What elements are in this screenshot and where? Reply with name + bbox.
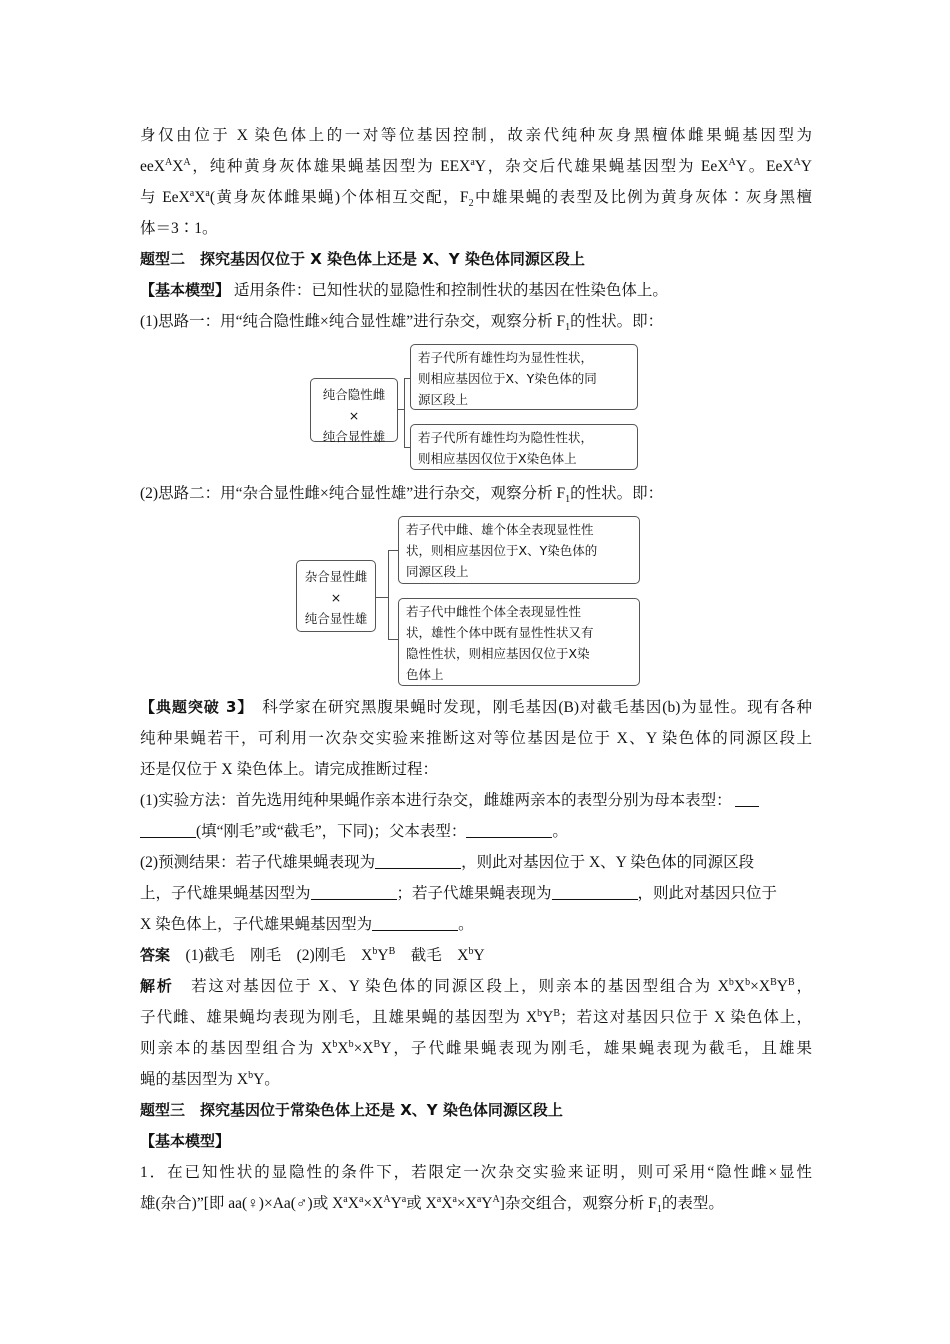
analysis-section [140,971,812,1095]
analysis-line-4: 蝇的基因型为 $X^bY$。 [140,1069,280,1088]
question2-line-1: (2)预测结果：若子代雄果蝇表现为 ，则此对基因位于 X、Y 染色体的同源区段 [140,847,812,878]
answer-blank[interactable] [552,881,638,900]
answer-section [140,940,812,971]
answer-blank[interactable] [735,788,759,807]
type3-title: 题型三 探究基因位于常染色体上还是 X、Y 染色体同源区段上 [140,1101,563,1119]
type2-model-line: 【基本模型】 适用条件：已知性状的显隐性和控制性状的基因在性染色体上。 [140,281,668,299]
idea2-section [140,478,812,509]
type3-section [140,1095,812,1219]
analysis-line-2: 子代雌、雄果蝇均表现为刚毛，且雄果蝇的基因型为 $X^bY^B$；若这对基因只位于 X 染色体上， [140,1007,812,1026]
diagram2-left-box: 杂合显性雌 × 纯合显性雄 [296,560,376,632]
diagram1-connector [404,378,405,448]
intro-line-1: 身仅由位于 X 染色体上的一对等位基因控制，故亲代纯种灰身黑檀体雌果蝇基因型为 [140,127,812,144]
diagram2-connector [388,550,398,551]
answer-blank[interactable] [140,819,196,838]
analysis-tag: 解析 [140,977,174,995]
diagram2-connector [376,597,388,598]
intro-line-2: $eeX^AX^A$，纯种黄身灰体雄果蝇基因型为 EEX$^a$Y，杂交后代雄果蝇基因型为 EeX$^A$Y。EeX$^A$Y [140,156,812,175]
model-tag: 【基本模型】 [140,281,231,299]
diagram1-top-box: 若子代所有雄性均为显性性状， 则相应基因位于X、Y染色体的同 源区段上 [410,344,638,410]
example3-line-3: 还是仅位于 X 染色体上。请完成推断过程： [140,761,438,778]
question2-line-2: 上，子代雄果蝇基因型为 ；若子代雄果蝇表现为 ，则此对基因只位于 [140,878,812,909]
answer-blank[interactable] [372,912,458,931]
intro-line-4: 体＝3∶1。 [140,220,218,237]
intro-paragraph [140,120,812,244]
idea1-line: (1)思路一：用“纯合隐性雌×纯合显性雄”进行杂交，观察分析 $F_1$的性状。即： [140,313,664,334]
analysis-line-1: 解析 若这对基因位于 X、Y 染色体的同源区段上，则亲本的基因型组合为 $X^bX^b\times X^BY^B$， [140,976,812,995]
diagram1-left-box: 纯合隐性雌 × 纯合显性雄 [310,378,398,442]
type2-section [140,244,812,337]
diagram1-bottom-box: 若子代所有雄性均为隐性性状， 则相应基因仅位于X染色体上 [410,424,638,470]
question1-line-2: (填“刚毛”或“截毛”，下同)；父本表型： 。 [140,816,812,847]
type2-title: 题型二 探究基因仅位于 X 染色体上还是 X、Y 染色体同源区段上 [140,250,585,268]
idea2-line: (2)思路二：用“杂合显性雌×纯合显性雄”进行杂交，观察分析 $F_1$的性状。即： [140,485,664,506]
example3-line-2: 纯种果蝇若干，可利用一次杂交实验来推断这对等位基因是位于 X、Y 染色体的同源区段上 [140,730,812,747]
answer-blank[interactable] [375,850,461,869]
answer-blank[interactable] [311,881,397,900]
answer-line: 答案 (1)截毛 刚毛 (2)刚毛 $X^bY^B$ 截毛 $X^bY$ [140,945,485,964]
analysis-line-3: 则亲本的基因型组合为 $X^bX^b\times X^BY$，子代雌果蝇表现为刚毛，雄果蝇表现为截毛，且雄果 [140,1038,812,1057]
diagram2-top-box: 若子代中雌、雄个体全表现显性性 状，则相应基因位于X、Y染色体的 同源区段上 [398,516,640,584]
example3-line-1: 【典题突破 3】 科学家在研究黑腹果蝇时发现，刚毛基因(B)对截毛基因(b)为显性。现有各种 [140,698,812,716]
diagram2-bottom-box: 若子代中雌性个体全表现显性性 状，雄性个体中既有显性性状又有 隐性性状，则相应基因仅位于X染 色体上 [398,598,640,686]
type3-line-2: 雄(杂合)”[即 aa(♀)×Aa(♂)或 $X^aX^a\times X^AY^a$或 $X^aX^a\times X^aY^A$]杂交组合，观察分析 $F_1$的表型。 [140,1193,724,1216]
diagram2-connector [388,550,389,640]
answer-blank[interactable] [466,819,552,838]
question2-line-3: X 染色体上，子代雄果蝇基因型为 。 [140,909,812,940]
intro-line-3: 与 $EeX^aX^a$(黄身灰体雌果蝇)个体相互交配，$F_2$中雄果蝇的表型及比例为黄身灰体∶灰身黑檀 [140,187,812,210]
answer-tag: 答案 [140,946,171,964]
diagram2-connector [388,639,398,640]
type3-model-tag: 【基本模型】 [140,1132,231,1150]
type3-line-1: 1．在已知性状的显隐性的条件下，若限定一次杂交实验来证明，则可采用“隐性雌×显性 [140,1164,812,1181]
example3-section [140,692,812,940]
question1-line-1: (1)实验方法：首先选用纯种果蝇作亲本进行杂交，雌雄两亲本的表型分别为母本表型： [140,785,812,816]
